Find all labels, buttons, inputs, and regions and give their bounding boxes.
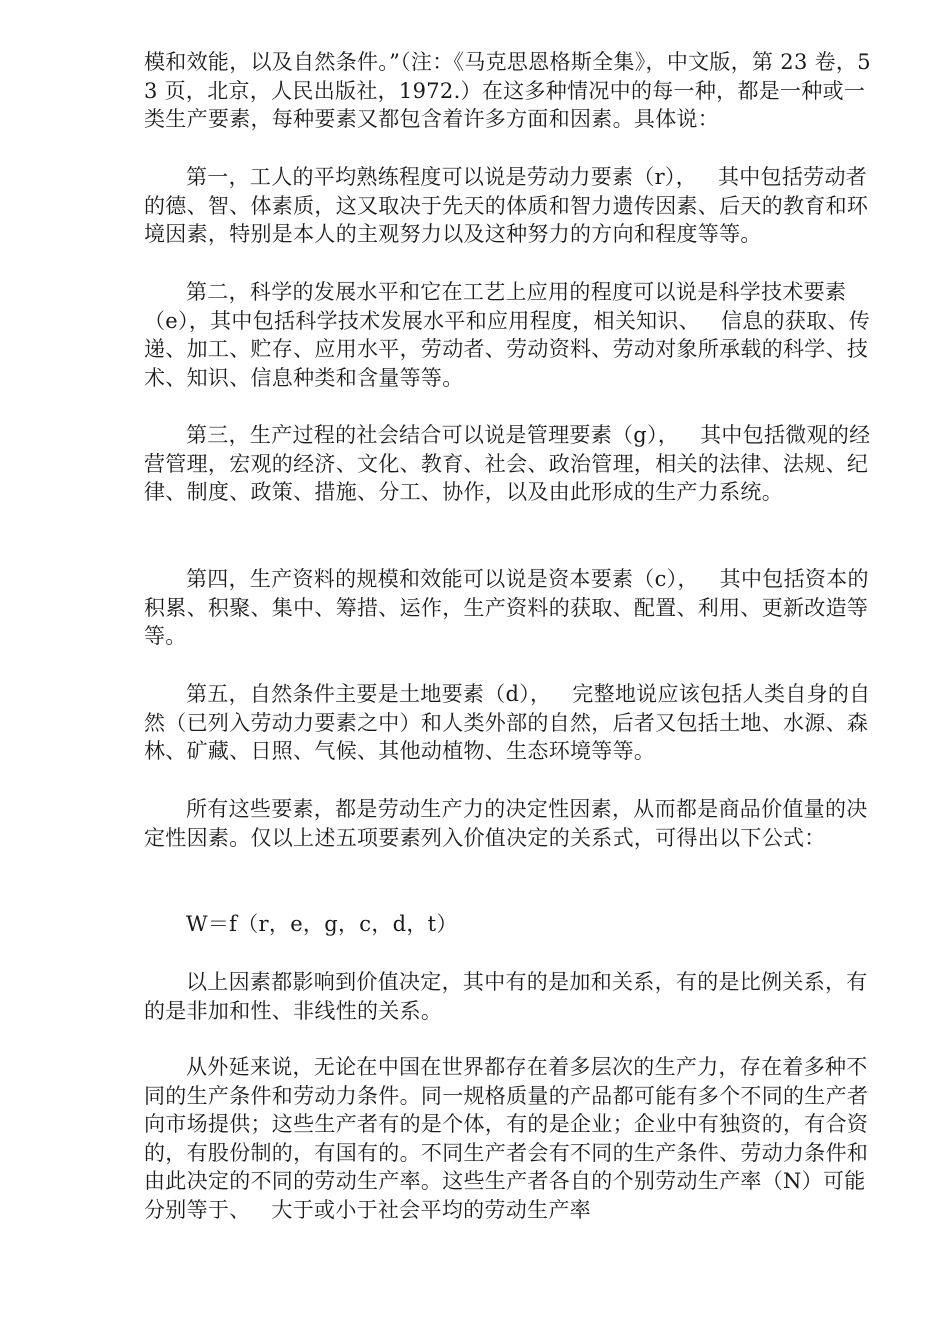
paragraph-labor-factor xyxy=(144,163,879,249)
paragraph-technology-factor xyxy=(144,278,879,392)
paragraph-text: 第四，生产资料的规模和效能可以说是资本要素（c）， 其中包括资本的积累、积聚、集中、筹措、运作，生产资料的获取、配置、利用、更新改造等等。 xyxy=(144,567,869,649)
paragraph-management-factor xyxy=(144,421,879,507)
formula-text: W＝f（r，e，g，c，d，t） xyxy=(186,912,458,936)
paragraph-text: 以上因素都影响到价值决定，其中有的是加和关系，有的是比例关系，有的是非加和性、非线性的关系。 xyxy=(144,970,868,1023)
paragraph-text: 第五，自然条件主要是土地要素（d）， 完整地说应该包括人类自身的自然（已列入劳动力要素之中）和人类外部的自然，后者又包括土地、水源、森林、矿藏、日照、气候、其他动植物、生态环境等等。 xyxy=(144,682,871,764)
paragraph-text: 从外延来说，无论在中国在世界都存在着多层次的生产力，存在着多种不同的生产条件和劳动力条件。同一规格质量的产品都可能有多个不同的生产者向市场提供；这些生产者有的是个体，有的是企业；企业中有独资的，有合资的，有股份制的，有国有的。不同生产者会有不同的生产条件、劳动力条件和由此决定的不同的劳动生产率。这些生产者各自的个别劳动生产率（N）可能分别等于、 大于或小于社会平均的劳动生产率 xyxy=(144,1055,869,1222)
paragraph-text: 第二，科学的发展水平和它在工艺上应用的程度可以说是科学技术要素（e），其中包括科学技术发展水平和应用程度，相关知识、 信息的获取、传递、加工、贮存、应用水平，劳动者、劳动资料、劳动对象所承载的科学、技术、知识、信息种类和含量等等。 xyxy=(144,280,871,390)
paragraph-summary xyxy=(144,795,879,852)
paragraph-capital-factor xyxy=(144,565,879,651)
paragraph-text: 第一，工人的平均熟练程度可以说是劳动力要素（r）， 其中包括劳动者的德、智、体素质，这又取决于先天的体质和智力遗传因素、后天的教育和环境因素，特别是本人的主观努力以及这种努力的方向和程度等等。 xyxy=(144,165,869,247)
paragraph-relations xyxy=(144,968,879,1025)
paragraph-land-factor xyxy=(144,680,879,766)
paragraph-extension xyxy=(144,1053,879,1225)
formula-line xyxy=(144,910,879,939)
paragraph-text: 模和效能，以及自然条件。”（注：《马克思恩格斯全集》，中文版，第 23 卷，53 页，北京，人民出版社，1972.）在这多种情况中的每一种，都是一种或一类生产要素，每种要素又都包含着许多方面和因素。具体说： xyxy=(144,50,871,132)
paragraph-continuation xyxy=(144,48,879,134)
paragraph-text: 所有这些要素，都是劳动生产力的决定性因素，从而都是商品价值量的决定性因素。仅以上述五项要素列入价值决定的关系式，可得出以下公式： xyxy=(144,797,868,850)
paragraph-text: 第三，生产过程的社会结合可以说是管理要素（g）， 其中包括微观的经营管理，宏观的经济、文化、教育、社会、政治管理，相关的法律、法规、纪律、制度、政策、措施、分工、协作，以及由此形成的生产力系统。 xyxy=(144,423,871,505)
